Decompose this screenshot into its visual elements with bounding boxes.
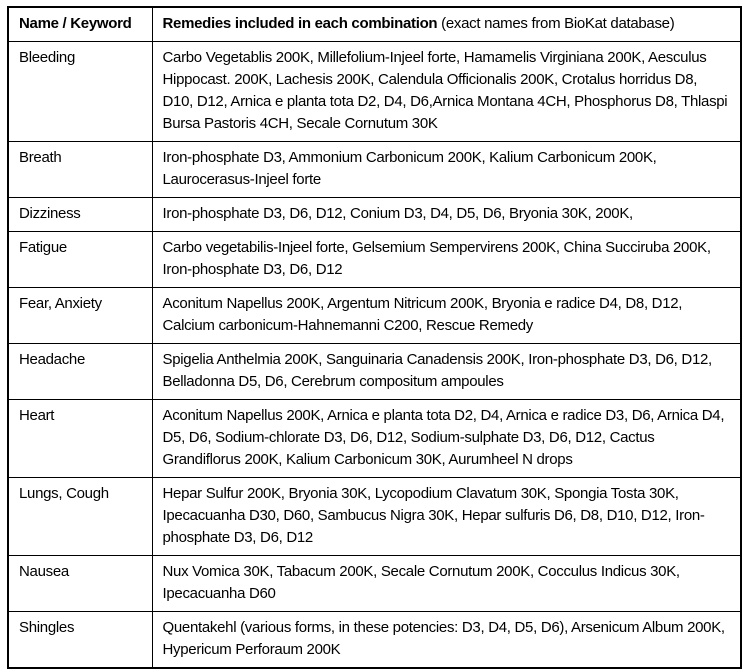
keyword-cell: Nausea [8, 556, 152, 612]
table-row [8, 288, 741, 344]
keyword-cell: Headache [8, 344, 152, 400]
remedies-cell: Iron-phosphate D3, Ammonium Carbonicum 200K, Kalium Carbonicum 200K, Laurocerasus-Injeel forte [152, 142, 741, 198]
keyword-cell: Lungs, Cough [8, 478, 152, 556]
remedies-cell: Iron-phosphate D3, D6, D12, Conium D3, D4, D5, D6, Bryonia 30K, 200K, [152, 198, 741, 232]
header-remedies-title: Remedies included in each combination [162, 15, 438, 32]
table-row [8, 400, 741, 478]
keyword-cell: Heart [8, 400, 152, 478]
keyword-cell: Fatigue [8, 232, 152, 288]
table-row [8, 198, 741, 232]
keyword-cell: Breath [8, 142, 152, 198]
table-header [8, 7, 741, 42]
table-row [8, 42, 741, 142]
keyword-cell: Dizziness [8, 198, 152, 232]
table-row [8, 344, 741, 400]
table-row [8, 232, 741, 288]
keyword-cell: Fear, Anxiety [8, 288, 152, 344]
keyword-cell: Bleeding [8, 42, 152, 142]
remedies-table [7, 6, 742, 669]
header-remedies [152, 7, 741, 42]
table-row [8, 556, 741, 612]
remedies-cell: Quentakehl (various forms, in these potencies: D3, D4, D5, D6), Arsenicum Album 200K, Hypericum Perforaum 200K [152, 612, 741, 669]
header-remedies-note: (exact names from BioKat database) [437, 15, 675, 32]
table-body [8, 42, 741, 669]
header-row [8, 7, 741, 42]
remedies-cell: Aconitum Napellus 200K, Arnica e planta tota D2, D4, Arnica e radice D3, D6, Arnica D4, D5, D6, Sodium-chlorate D3, D6, D12, Sodium-sulphate D3, D6, D12, Cactus Grandiflorus 200K, Kalium Carbonicum 30K, Aurumheel N drops [152, 400, 741, 478]
remedies-cell: Carbo vegetabilis-Injeel forte, Gelsemium Sempervirens 200K, China Succiruba 200K, Iron-phosphate D3, D6, D12 [152, 232, 741, 288]
remedies-cell: Spigelia Anthelmia 200K, Sanguinaria Canadensis 200K, Iron-phosphate D3, D6, D12, Belladonna D5, D6, Cerebrum compositum ampoules [152, 344, 741, 400]
table-row [8, 142, 741, 198]
table-row [8, 478, 741, 556]
remedies-cell: Carbo Vegetablis 200K, Millefolium-Injeel forte, Hamamelis Virginiana 200K, Aesculus Hippocast. 200K, Lachesis 200K, Calendula Officionalis 200K, Crotalus horridus D8, D10, D12, Arnica e planta tota D2, D4, D6,Arnica Montana 4CH, Phosphorus D8, Thlaspi Bursa Pastoris 4CH, Secale Cornutum 30K [152, 42, 741, 142]
remedies-cell: Hepar Sulfur 200K, Bryonia 30K, Lycopodium Clavatum 30K, Spongia Tosta 30K, Ipecacuanha D30, D60, Sambucus Nigra 30K, Hepar sulfuris D6, D8, D10, D12, Iron-phosphate D3, D6, D12 [152, 478, 741, 556]
remedies-cell: Nux Vomica 30K, Tabacum 200K, Secale Cornutum 200K, Cocculus Indicus 30K, Ipecacuanha D60 [152, 556, 741, 612]
keyword-cell: Shingles [8, 612, 152, 669]
table-row [8, 612, 741, 669]
header-name-keyword: Name / Keyword [8, 7, 152, 42]
remedies-cell: Aconitum Napellus 200K, Argentum Nitricum 200K, Bryonia e radice D4, D8, D12, Calcium carbonicum-Hahnemanni C200, Rescue Remedy [152, 288, 741, 344]
